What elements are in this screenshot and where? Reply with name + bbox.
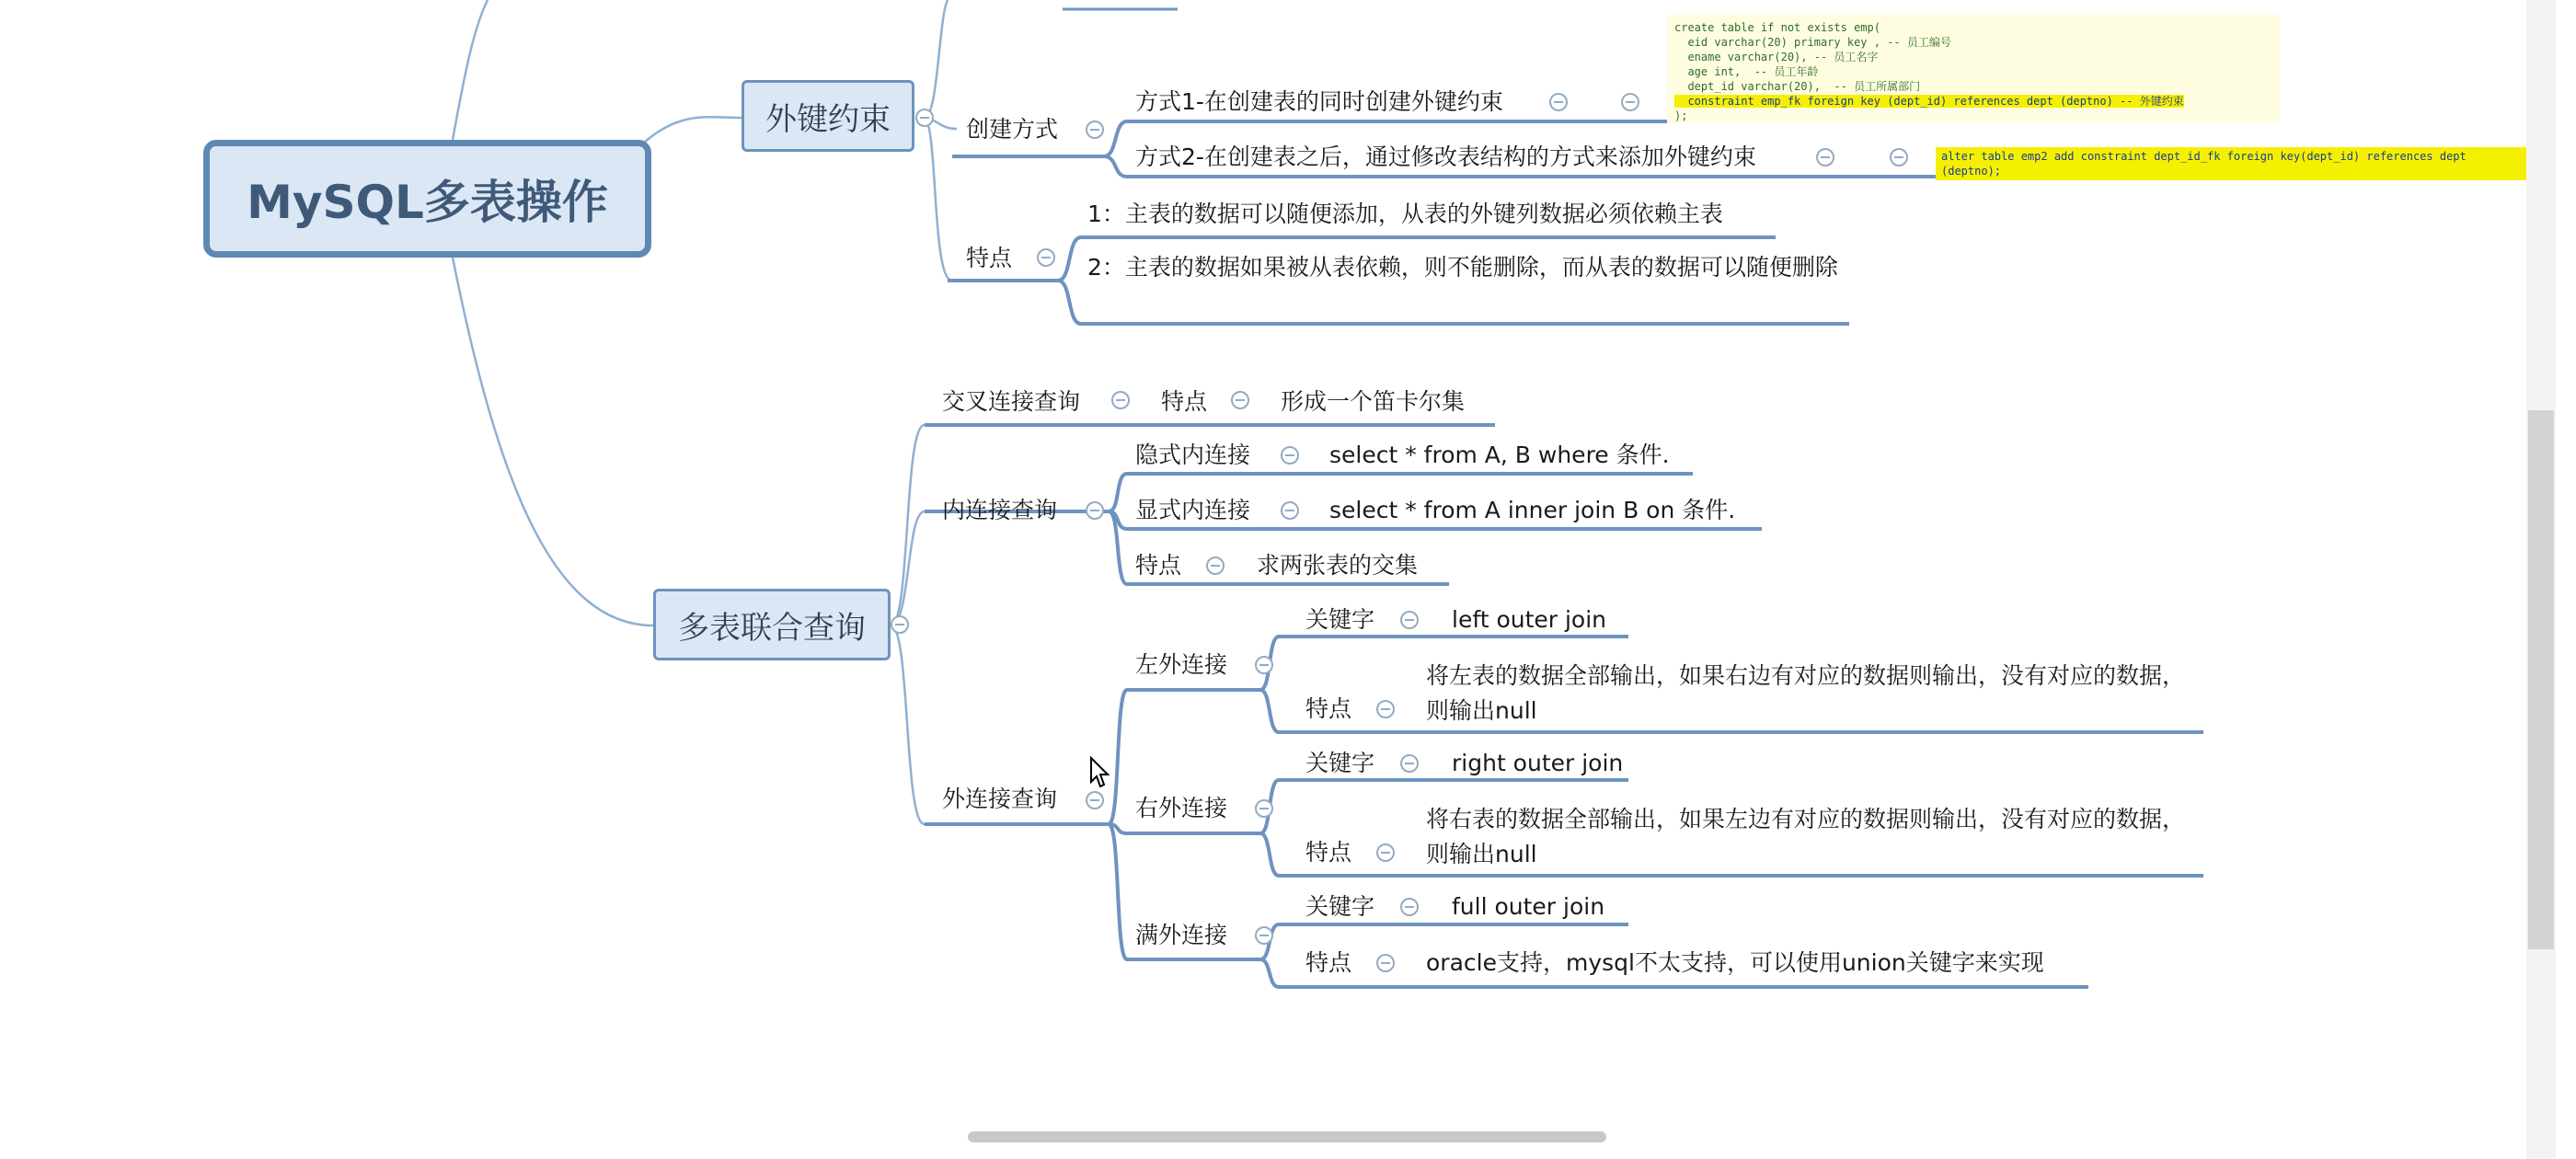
fk-method-1[interactable]: 方式1-在创建表的同时创建外键约束: [1135, 88, 1503, 115]
outer-join-label[interactable]: 外连接查询: [942, 786, 1058, 812]
collapse-icon[interactable]: [1086, 501, 1104, 520]
code-line: eid varchar(20) primary key , -- 员工编号: [1674, 36, 1951, 49]
fk-create-label[interactable]: 创建方式: [966, 116, 1059, 143]
collapse-icon[interactable]: [1281, 501, 1299, 520]
collapse-icon[interactable]: [1816, 148, 1834, 166]
collapse-icon[interactable]: [1621, 93, 1639, 111]
cross-join-label[interactable]: 交叉连接查询: [942, 388, 1081, 415]
right-kw-label[interactable]: 关键字: [1305, 750, 1375, 776]
fk-method-2[interactable]: 方式2-在创建表之后，通过修改表结构的方式来添加外键约束: [1135, 143, 1756, 170]
collapse-icon[interactable]: [1111, 391, 1130, 409]
left-join-label[interactable]: 左外连接: [1135, 651, 1228, 678]
code-line: (deptno);: [1941, 165, 2002, 178]
inner-join-label[interactable]: 内连接查询: [942, 497, 1058, 523]
right-kw-text[interactable]: right outer join: [1452, 750, 1624, 776]
code-line: dept_id varchar(20), -- 员工所属部门: [1674, 80, 1921, 93]
full-kw-text[interactable]: full outer join: [1452, 893, 1605, 920]
full-join-label[interactable]: 满外连接: [1135, 922, 1228, 948]
full-feature-label[interactable]: 特点: [1305, 949, 1352, 976]
fk-feature-1[interactable]: 1：主表的数据可以随便添加，从表的外键列数据必须依赖主表: [1087, 201, 1723, 227]
fk-feature-2[interactable]: 2：主表的数据如果被从表依赖，则不能删除，而从表的数据可以随便删除: [1087, 254, 1838, 281]
right-join-label[interactable]: 右外连接: [1135, 795, 1228, 821]
code-line: age int, -- 员工年龄: [1674, 65, 1819, 78]
code-line: alter table emp2 add constraint dept_id_fk foreign key(dept_id) references dept: [1941, 150, 2467, 163]
implicit-inner-sql[interactable]: select * from A, B where 条件.: [1329, 442, 1670, 468]
collapse-icon[interactable]: [1281, 446, 1299, 465]
collapse-icon[interactable]: [915, 109, 934, 127]
topic-multi-table-query[interactable]: 多表联合查询: [653, 589, 891, 660]
left-feature-label[interactable]: 特点: [1305, 695, 1352, 722]
collapse-icon[interactable]: [1376, 700, 1395, 718]
collapse-icon[interactable]: [1255, 799, 1273, 818]
inner-feature-label[interactable]: 特点: [1135, 552, 1182, 579]
collapse-icon[interactable]: [1086, 791, 1104, 809]
full-kw-label[interactable]: 关键字: [1305, 893, 1375, 920]
code-line: );: [1674, 109, 1688, 122]
collapse-icon[interactable]: [1206, 557, 1225, 575]
collapse-icon[interactable]: [1890, 148, 1908, 166]
root-topic[interactable]: MySQL多表操作: [203, 140, 651, 258]
fk-code-block-1: [1667, 15, 2280, 123]
implicit-inner-label[interactable]: 隐式内连接: [1135, 442, 1251, 468]
explicit-inner-sql[interactable]: select * from A inner join B on 条件.: [1329, 497, 1736, 523]
collapse-icon[interactable]: [1376, 954, 1395, 972]
collapse-icon[interactable]: [1086, 120, 1104, 139]
code-line-highlighted: constraint emp_fk foreign key (dept_id) references dept (deptno) -- 外键约束: [1674, 95, 2184, 108]
right-feature-text[interactable]: 将右表的数据全部输出，如果左边有对应的数据则输出，没有对应的数据，则输出null: [1426, 806, 2186, 867]
collapse-icon[interactable]: [1400, 898, 1419, 916]
fk-code-block-2: [1936, 147, 2526, 180]
topic-foreign-key[interactable]: 外键约束: [742, 80, 914, 152]
mouse-cursor-icon: [1089, 756, 1111, 789]
left-kw-text[interactable]: left outer join: [1452, 606, 1607, 633]
horizontal-scrollbar-thumb[interactable]: [968, 1131, 1606, 1142]
collapse-icon[interactable]: [1037, 248, 1055, 267]
collapse-icon[interactable]: [1376, 843, 1395, 862]
collapse-icon[interactable]: [1549, 93, 1568, 111]
right-feature-label[interactable]: 特点: [1305, 839, 1352, 866]
collapse-icon[interactable]: [1400, 611, 1419, 629]
cross-feature-label[interactable]: 特点: [1161, 388, 1208, 415]
code-line: ename varchar(20), -- 员工名字: [1674, 51, 1879, 63]
collapse-icon[interactable]: [1400, 754, 1419, 773]
full-feature-text[interactable]: oracle支持，mysql不太支持，可以使用union关键字来实现: [1426, 949, 2044, 976]
cross-feature-text[interactable]: 形成一个笛卡尔集: [1281, 388, 1466, 415]
left-kw-label[interactable]: 关键字: [1305, 606, 1375, 633]
fk-feature-label[interactable]: 特点: [966, 245, 1013, 271]
vertical-scrollbar-thumb[interactable]: [2528, 410, 2554, 949]
left-feature-text[interactable]: 将左表的数据全部输出，如果右边有对应的数据则输出，没有对应的数据，则输出null: [1426, 662, 2186, 724]
collapse-icon[interactable]: [1255, 656, 1273, 674]
collapse-icon[interactable]: [891, 615, 909, 634]
collapse-icon[interactable]: [1231, 391, 1249, 409]
explicit-inner-label[interactable]: 显式内连接: [1135, 497, 1251, 523]
inner-feature-text[interactable]: 求两张表的交集: [1257, 552, 1419, 579]
collapse-icon[interactable]: [1255, 926, 1273, 945]
code-line: create table if not exists emp(: [1674, 21, 1880, 34]
